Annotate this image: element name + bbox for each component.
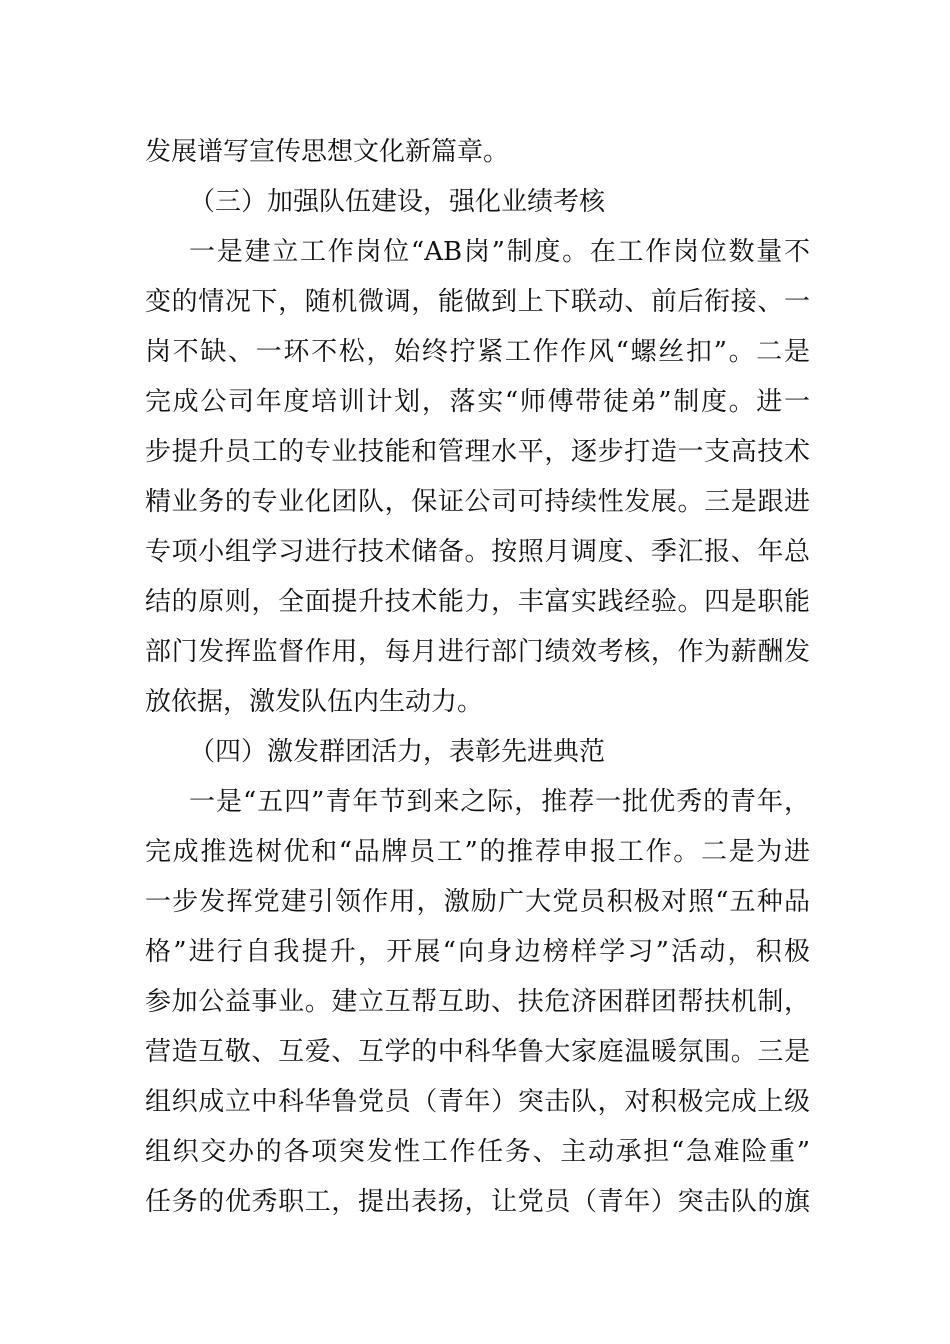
paragraph-line: 完成推选树优和“品牌员工”的推荐申报工作。二是为进 xyxy=(145,837,810,867)
section-heading: （三）加强队伍建设，强化业绩考核 xyxy=(189,187,606,217)
paragraph-line: 格”进行自我提升，开展“向身边榜样学习”活动，积极 xyxy=(145,937,810,967)
paragraph-line: 精业务的专业化团队，保证公司可持续性发展。三是跟进 xyxy=(145,487,810,517)
document-body xyxy=(145,127,810,1227)
paragraph-line: 参加公益事业。建立互帮互助、扶危济困群团帮扶机制， xyxy=(145,987,810,1017)
paragraph-line: 部门发挥监督作用，每月进行部门绩效考核，作为薪酬发 xyxy=(145,637,810,667)
paragraph-line: 组织成立中科华鲁党员（青年）突击队，对积极完成上级 xyxy=(145,1087,810,1117)
paragraph-line: 一步发挥党建引领作用，激励广大党员积极对照“五种品 xyxy=(145,887,810,917)
paragraph-line: 结的原则，全面提升技术能力，丰富实践经验。四是职能 xyxy=(145,587,810,617)
paragraph-line: 完成公司年度培训计划，落实“师傅带徒弟”制度。进一 xyxy=(145,387,810,417)
paragraph-line: 组织交办的各项突发性工作任务、主动承担“急难险重” xyxy=(145,1137,810,1167)
paragraph-line: 放依据，激发队伍内生动力。 xyxy=(145,687,484,717)
paragraph-line: 岗不缺、一环不松，始终拧紧工作作风“螺丝扣”。二是 xyxy=(145,337,810,367)
paragraph-line: 营造互敬、互爱、互学的中科华鲁大家庭温暖氛围。三是 xyxy=(145,1037,810,1067)
paragraph-line: 变的情况下，随机微调，能做到上下联动、前后衔接、一 xyxy=(145,287,810,317)
paragraph-line: 一是“五四”青年节到来之际，推荐一批优秀的青年， xyxy=(189,787,810,817)
paragraph-line: 一是建立工作岗位“AB岗”制度。在工作岗位数量不 xyxy=(189,237,810,267)
paragraph-line: 步提升员工的专业技能和管理水平，逐步打造一支高技术 xyxy=(145,437,810,467)
paragraph-line: 发展谱写宣传思想文化新篇章。 xyxy=(145,137,510,167)
paragraph-line: 任务的优秀职工，提出表扬，让党员（青年）突击队的旗 xyxy=(145,1187,810,1217)
section-heading: （四）激发群团活力，表彰先进典范 xyxy=(189,737,606,767)
paragraph-line: 专项小组学习进行技术储备。按照月调度、季汇报、年总 xyxy=(145,537,810,567)
